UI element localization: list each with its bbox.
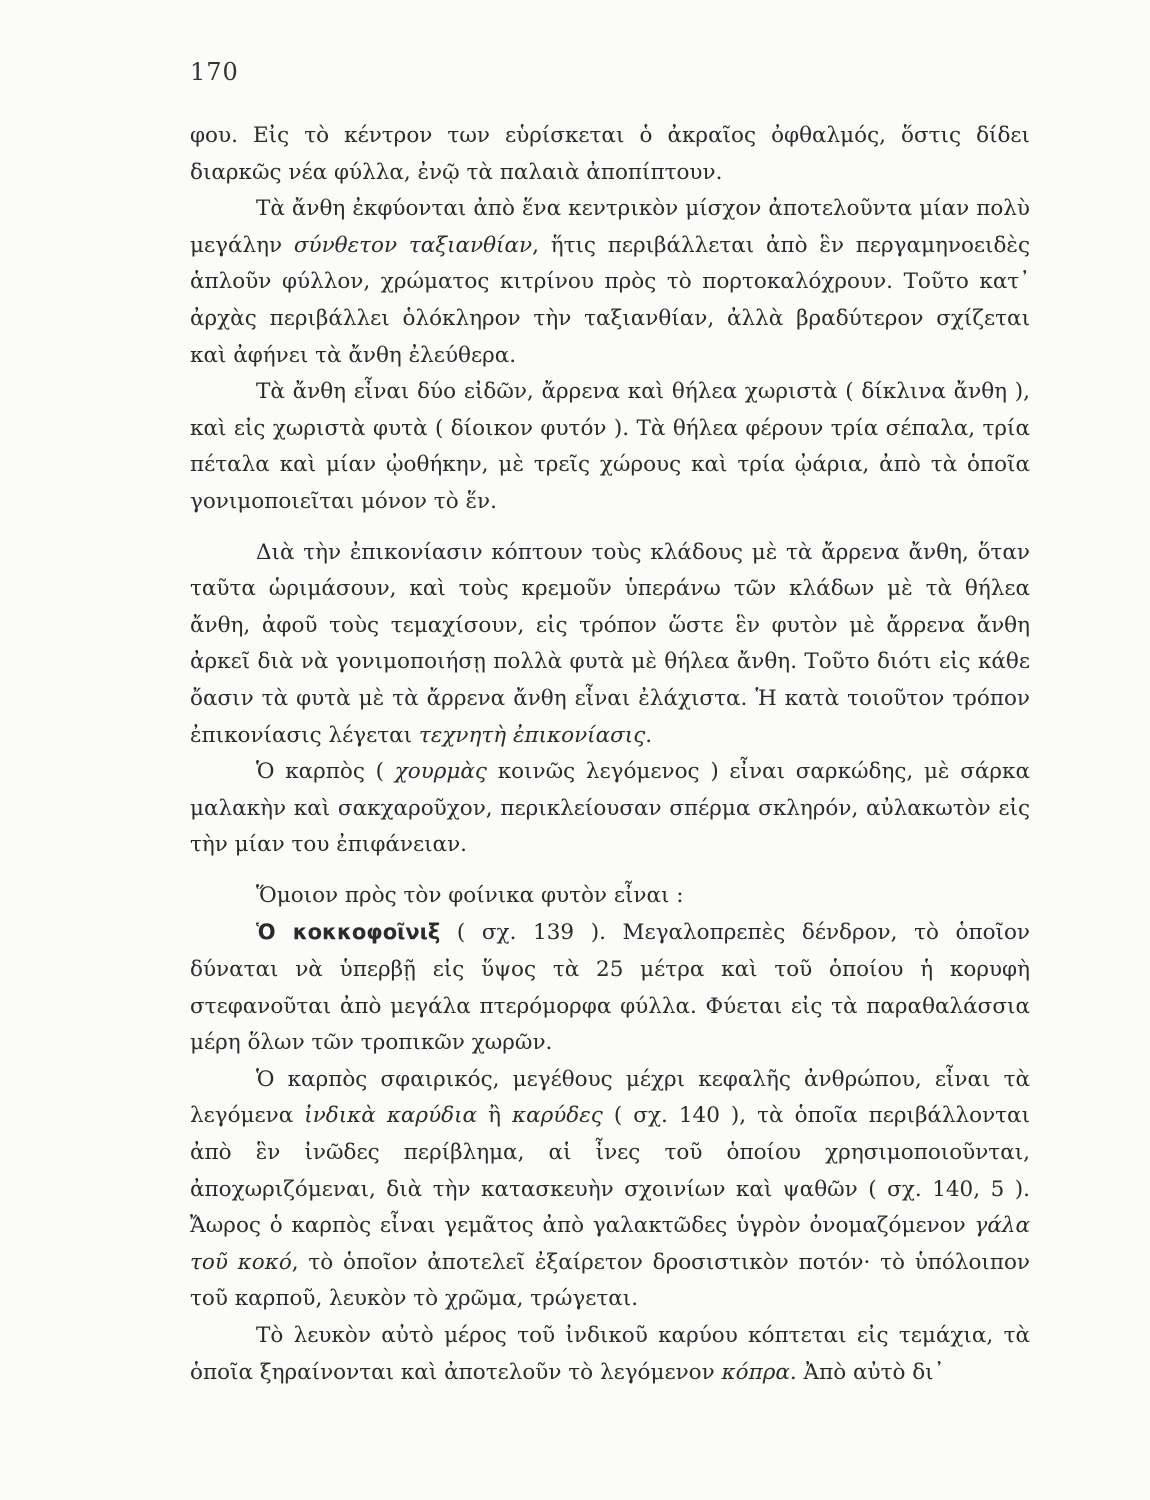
p2-text-a: Τὰ ἄνθη ἐκφύονται ἀπὸ ἕνα κεντρικὸν μίσχον ἀποτελοῦντα μίαν πολὺ μεγάλην [190,196,1030,258]
paragraph-6: Ὅμοιον πρὸς τὸν φοίνικα φυτὸν εἶναι : [256,882,684,908]
p9-italic-term: κόπρα [721,1359,790,1385]
p8-italic-b: καρύδες [511,1103,603,1129]
p8-text-a: Ὁ καρπὸς σφαιρικός, μεγέθους μέχρι κεφαλῆς ἀνθρώπου, εἶναι τὰ λεγόμενα [190,1066,1030,1129]
p4-text-c: . [645,722,653,748]
coconut-palm-heading: Ὁ κοκκοφοῖνιξ [256,920,441,945]
paragraph-2 [190,191,1030,374]
paragraph-9 [190,1318,1030,1391]
p2-italic-term: σύνθετον ταξιανθίαν [293,232,533,258]
p8-text-e: ( σχ. 140 ), τὰ ὁποῖα περιβάλλονται ἀπὸ ἓν ἰνῶδες περίβλημα, αἱ ἶνες τοῦ ὁποίου χρησιμοποιοῦνται, ἀποχωριζόμεναι, διὰ τὴν κατασκευὴν σχοινίων καὶ ψαθῶν ( σχ. 140, 5 ). Ἄωρος ὁ καρπὸς εἶναι γεμᾶτος ἀπὸ γαλακτῶδες ὑγρὸν ὀνομαζόμενον [190,1103,1030,1239]
page-number: 170 [190,58,239,86]
paragraph-7 [190,914,1030,1061]
p8-text-g: , τὸ ὁποῖον ἀποτελεῖ ἐξαίρετον δροσιστικὸν ποτόν· τὸ ὑπόλοιπον τοῦ καρποῦ, λευκὸν τὸ χρῶμα, τρώγεται. [190,1249,1030,1312]
paragraph-3: Τὰ ἄνθη εἶναι δύο εἰδῶν, ἄρρενα καὶ θήλεα χωριστὰ ( δίκλινα ἄνθη ), καὶ εἰς χωριστὰ φυτὰ ( δίοικον φυτόν ). Τὰ θήλεα φέρουν τρία σέπαλα, τρία πέταλα καὶ μίαν ᾠοθήκην, μὲ τρεῖς χώρους καὶ τρία ᾠάρια, ἀπὸ τὰ ὁποῖα γονιμοποιεῖται μόνον τὸ ἕν. [190,379,1030,514]
p8-italic-a: ἰνδικὰ καρύδια [304,1103,478,1129]
paragraph-1: φου. Εἰς τὸ κέντρον των εὑρίσκεται ὁ ἀκραῖος ὀφθαλμός, ὅστις δίδει διαρκῶς νέα φύλλα, ἐνῷ τὰ παλαιὰ ἀποπίπτουν. [190,123,1030,185]
p5-text-c: κοινῶς λεγόμενος ) εἶναι σαρκώδης, μὲ σάρκα μαλακὴν καὶ σακχαροῦχον, περικλείουσαν σπέρμα σκληρόν, αὐλακωτὸν εἰς τὴν μίαν του ἐπιφάνειαν. [190,759,1030,858]
p5-italic-term: χουρμὰς [394,759,487,785]
p9-text-c: . Ἀπὸ αὐτὸ δι᾽ [789,1359,945,1385]
p8-text-c: ἢ [477,1103,512,1129]
p4-italic-term: τεχνητὴ ἐπικονίασις [418,722,646,748]
p5-text-a: Ὁ καρπὸς ( [256,759,395,785]
p9-text-a: Τὸ λευκὸν αὐτὸ μέρος τοῦ ἰνδικοῦ καρύου κόπτεται εἰς τεμάχια, τὰ ὁποῖα ξηραίνονται καὶ ἀποτελοῦν τὸ λεγόμενον [190,1323,1030,1385]
p4-text-a: Διὰ τὴν ἐπικονίασιν κόπτουν τοὺς κλάδους μὲ τὰ ἄρρενα ἄνθη, ὅταν ταῦτα ὡριμάσουν, καὶ τοὺς κρεμοῦν ὑπεράνω τῶν κλάδων μὲ τὰ θήλεα ἄνθη, ἀφοῦ τοὺς τεμαχίσουν, εἰς τρόπον ὥστε ἓν φυτὸν μὲ ἄρρενα ἄνθη ἀρκεῖ διὰ νὰ γονιμοποιήσῃ πολλὰ φυτὰ μὲ θήλεα ἄνθη. Τοῦτο διότι εἰς κάθε ὄασιν τὰ φυτὰ μὲ τὰ ἄρρενα ἄνθη εἶναι ἐλάχιστα. Ἡ κατὰ τοιοῦτον τρόπον ἐπικονίασις λέγεται [190,539,1030,748]
paragraph-8 [190,1062,1030,1318]
p7-text: ( σχ. 139 ). Μεγαλοπρεπὲς δένδρον, τὸ ὁποῖον δύναται νὰ ὑπερβῇ εἰς ὕψος τὰ 25 μέτρα καὶ τοῦ ὁποίου ἡ κορυφὴ στεφανοῦται ἀπὸ μεγάλα πτερόμορφα φύλλα. Φύεται εἰς τὰ παραθαλάσσια μέρη ὅλων τῶν τροπικῶν χωρῶν. [190,920,1030,1056]
paragraph-4 [190,535,1030,755]
p2-text-c: , ἥτις περιβάλλεται ἀπὸ ἓν περγαμηνοειδὲς ἁπλοῦν φύλλον, χρώματος κιτρίνου πρὸς τὸ πορτοκαλόχρουν. Τοῦτο κατ᾽ ἀρχὰς περιβάλλει ὁλόκληρον τὴν ταξιανθίαν, ἀλλὰ βραδύτερον σχίζεται καὶ ἀφήνει τὰ ἄνθη ἐλεύθερα. [190,232,1030,368]
paragraph-5 [190,754,1030,864]
p8-italic-c: γάλα τοῦ κοκό [190,1213,1030,1275]
body-text [190,118,1030,1391]
